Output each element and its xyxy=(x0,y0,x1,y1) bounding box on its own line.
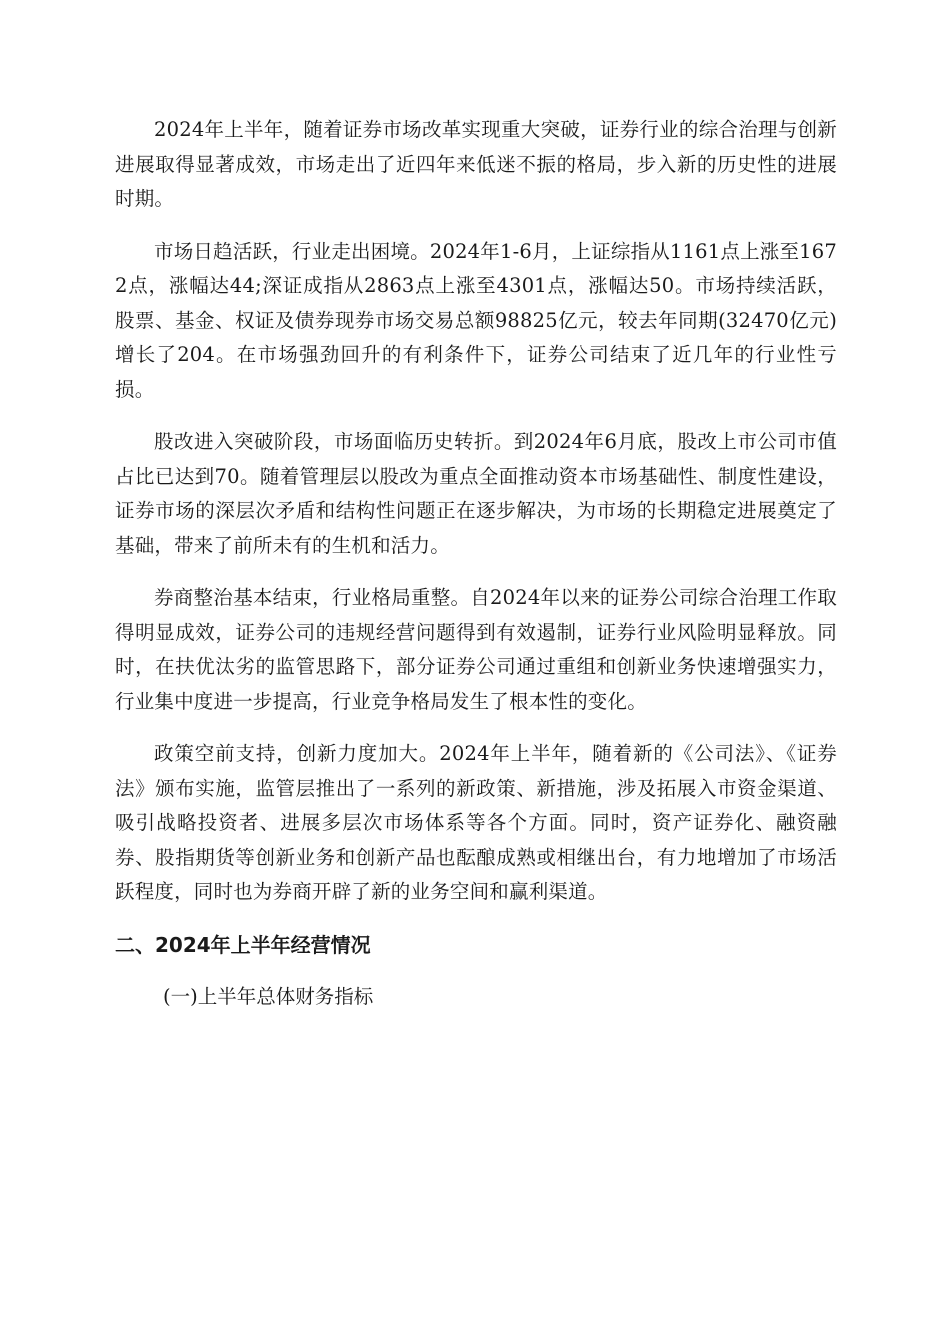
paragraph-share-reform: 股改进入突破阶段，市场面临历史转折。到2024年6月底，股改上市公司市值占比已达到70。随着管理层以股改为重点全面推动资本市场基础性、制度性建设，证券市场的深层次矛盾和结构性问题正在逐步解决，为市场的长期稳定进展奠定了基础，带来了前所未有的生机和活力。 xyxy=(115,430,837,557)
document-page xyxy=(115,113,837,1014)
subsection-heading: (一)上半年总体财务指标 xyxy=(163,984,374,1008)
paragraph-policy-support: 政策空前支持，创新力度加大。2024年上半年，随着新的《公司法》、《证券法》颁布实施，监管层推出了一系列的新政策、新措施，涉及拓展入市资金渠道、吸引战略投资者、进展多层次市场体系等各个方面。同时，资产证券化、融资融券、股指期货等创新业务和创新产品也酝酿成熟或相继出台，有力地增加了市场活跃程度，同时也为券商开辟了新的业务空间和赢利渠道。 xyxy=(115,742,837,903)
paragraph-reform-breakthrough: 2024年上半年，随着证券市场改革实现重大突破，证券行业的综合治理与创新进展取得显著成效，市场走出了近四年来低迷不振的格局，步入新的历史性的进展时期。 xyxy=(115,118,837,210)
paragraph-market-activity: 市场日趋活跃，行业走出困境。2024年1-6月，上证综指从1161点上涨至1672点，涨幅达44;深证成指从2863点上涨至4301点，涨幅达50。市场持续活跃，股票、基金、权证及债券现券市场交易总额98825亿元，较去年同期(32470亿元)增长了204。在市场强劲回升的有利条件下，证券公司结束了近几年的行业性亏损。 xyxy=(115,239,837,401)
paragraph-broker-rectification: 券商整治基本结束，行业格局重整。自2024年以来的证券公司综合治理工作取得明显成效，证券公司的违规经营问题得到有效遏制，证券行业风险明显释放。同时，在扶优汰劣的监管思路下，部分证券公司通过重组和创新业务快速增强实力，行业集中度进一步提高，行业竞争格局发生了根本性的变化。 xyxy=(115,586,837,713)
section-heading: 二、2024年上半年经营情况 xyxy=(115,932,371,957)
